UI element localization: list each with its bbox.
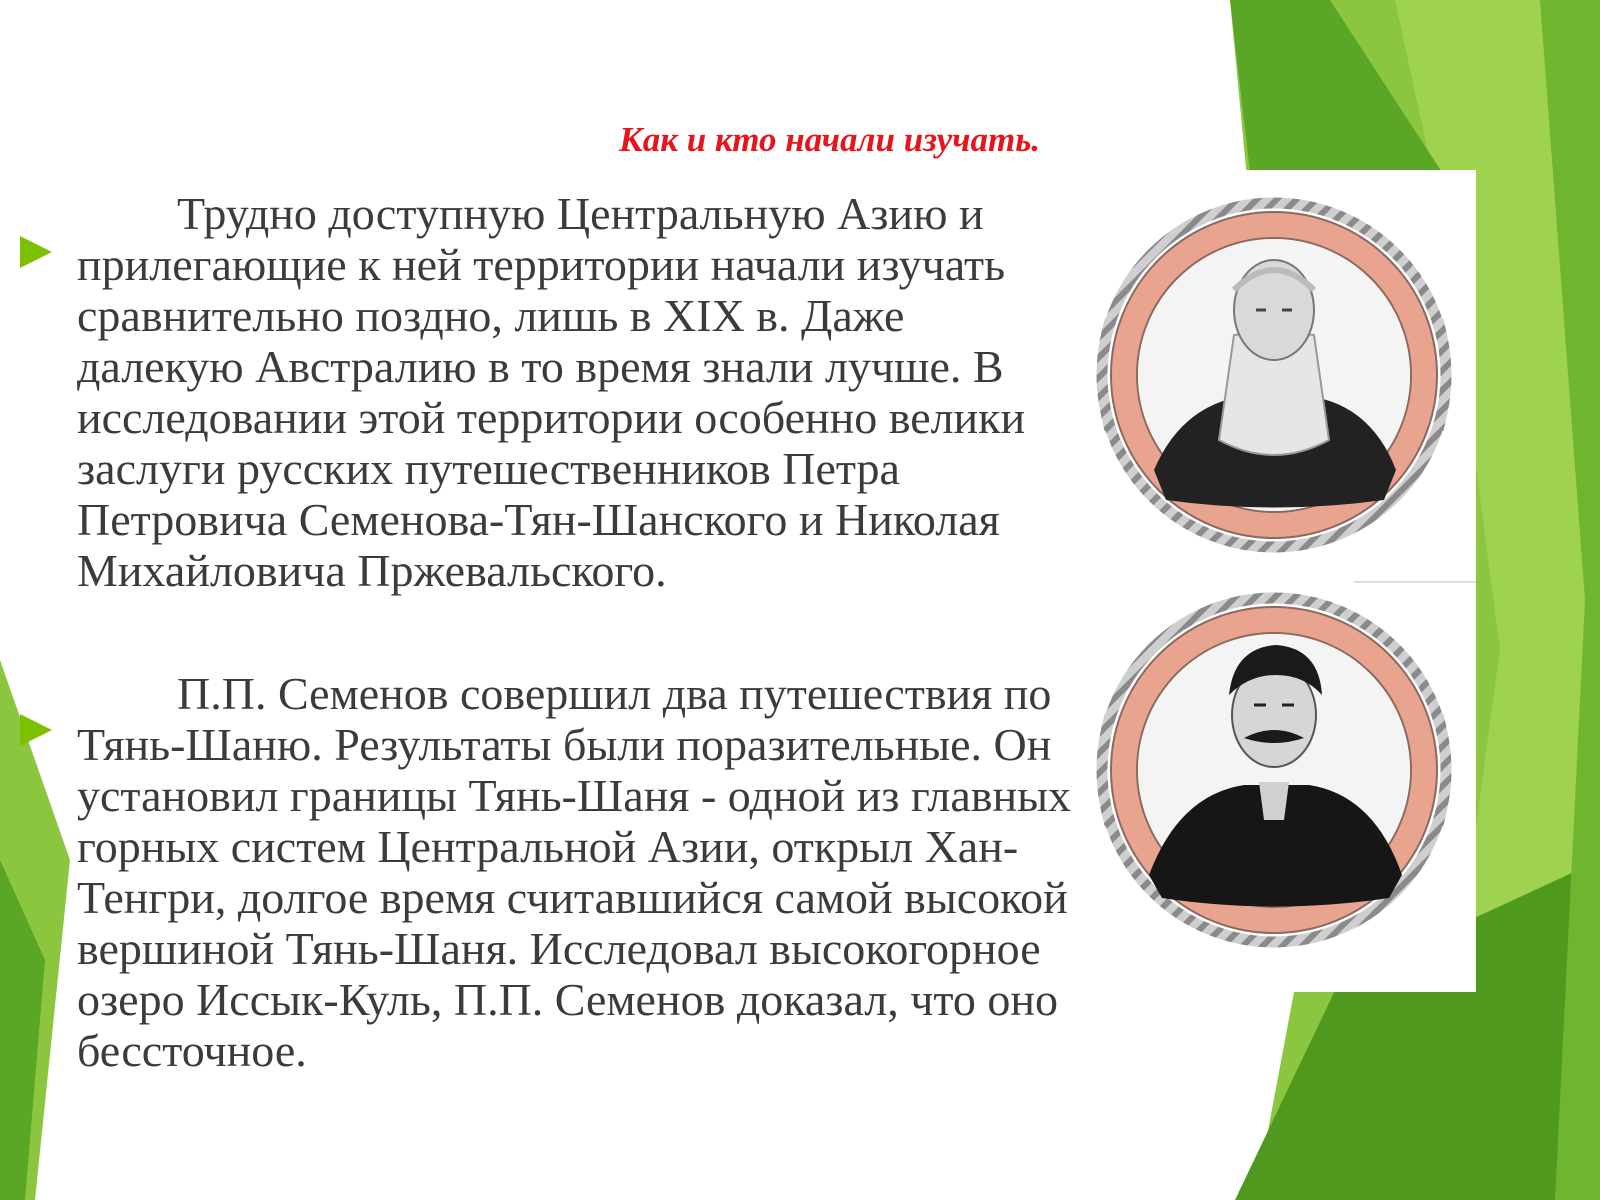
bullet-arrow-icon: [20, 714, 52, 746]
paragraph-1: Трудно доступную Центральную Азию и прилегающие к ней территории начали изучать сравнительно поздно, лишь в XIX в. Даже далекую Австралию в то время знали лучше. В исследовании этой территории особенно велики заслуги русских путешественников Петра Петровича Семенова-Тян-Шанского и Николая Михайловича Пржевальского.: [77, 188, 1026, 596]
bullet-arrow-icon: [20, 236, 52, 268]
paragraph-2: П.П. Семенов совершил два путешествия по Тянь-Шаню. Результаты были поразительные. Он установил границы Тянь-Шаня - одной из главных горных систем Центральной Азии, открыл Хан-Тенгри, долгое время считавшийся самой высокой вершиной Тянь-Шаня. Исследовал высокогорное озеро Иссык-Куль, П.П. Семенов доказал, что оно бессточное.: [77, 668, 1072, 1076]
slide-title: Как и кто начали изучать.: [618, 120, 1040, 159]
